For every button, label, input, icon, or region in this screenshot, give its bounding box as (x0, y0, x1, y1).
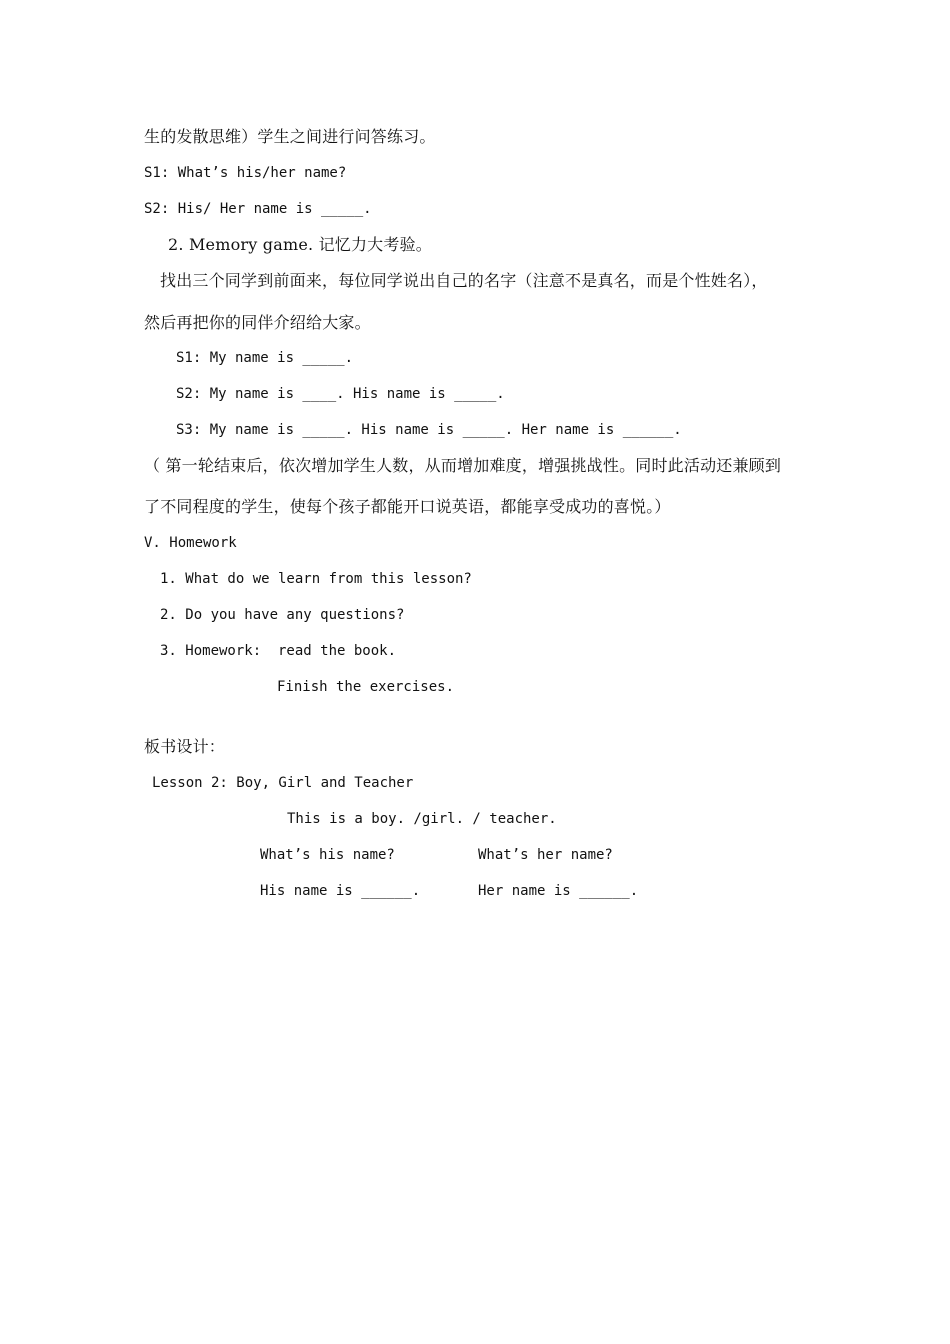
blackboard-her-name-question: What’s her name? (478, 847, 613, 863)
blackboard-his-name-question: What’s his name? (260, 847, 395, 863)
section-homework-heading: V. Homework (144, 535, 237, 551)
blackboard-her-name-answer: Her name is ______. (478, 883, 639, 899)
blackboard-design-heading: 板书设计： (144, 737, 226, 756)
homework-item-3-continued: Finish the exercises. (277, 679, 455, 695)
homework-item-3: 3. Homework: read the book. (160, 643, 397, 659)
activity-note-line1: （ 第一轮结束后，依次增加学生人数，从而增加难度，增强挑战性。同时此活动还兼顾到 (144, 456, 782, 475)
memory-game-s2: S2: My name is ____. His name is _____. (176, 386, 505, 402)
dialogue-s1-question: S1: What’s his/her name? (144, 165, 347, 181)
activity-note-line2: 了不同程度的学生，使每个孩子都能开口说英语，都能享受成功的喜悦。） (144, 497, 671, 516)
blackboard-this-is-line: This is a boy. /girl. / teacher. (287, 811, 557, 827)
memory-game-heading: 2. Memory game. 记忆力大考验。 (168, 235, 432, 254)
text-line-divergent-thinking: 生的发散思维）学生之间进行问答练习。 (144, 127, 436, 146)
blackboard-lesson-title: Lesson 2: Boy, Girl and Teacher (152, 775, 414, 791)
memory-game-instructions-line1: 找出三个同学到前面来，每位同学说出自己的名字（注意不是真名，而是个性姓名）， (160, 271, 768, 290)
memory-game-s1: S1: My name is _____. (176, 350, 354, 366)
blackboard-his-name-answer: His name is ______. (260, 883, 421, 899)
homework-item-1: 1. What do we learn from this lesson? (160, 571, 472, 587)
memory-game-instructions-line2: 然后再把你的同伴介绍给大家。 (144, 313, 371, 332)
dialogue-s2-answer: S2: His/ Her name is _____. (144, 201, 372, 217)
homework-item-2: 2. Do you have any questions? (160, 607, 405, 623)
memory-game-s3: S3: My name is _____. His name is _____. Her name is ______. (176, 422, 682, 438)
